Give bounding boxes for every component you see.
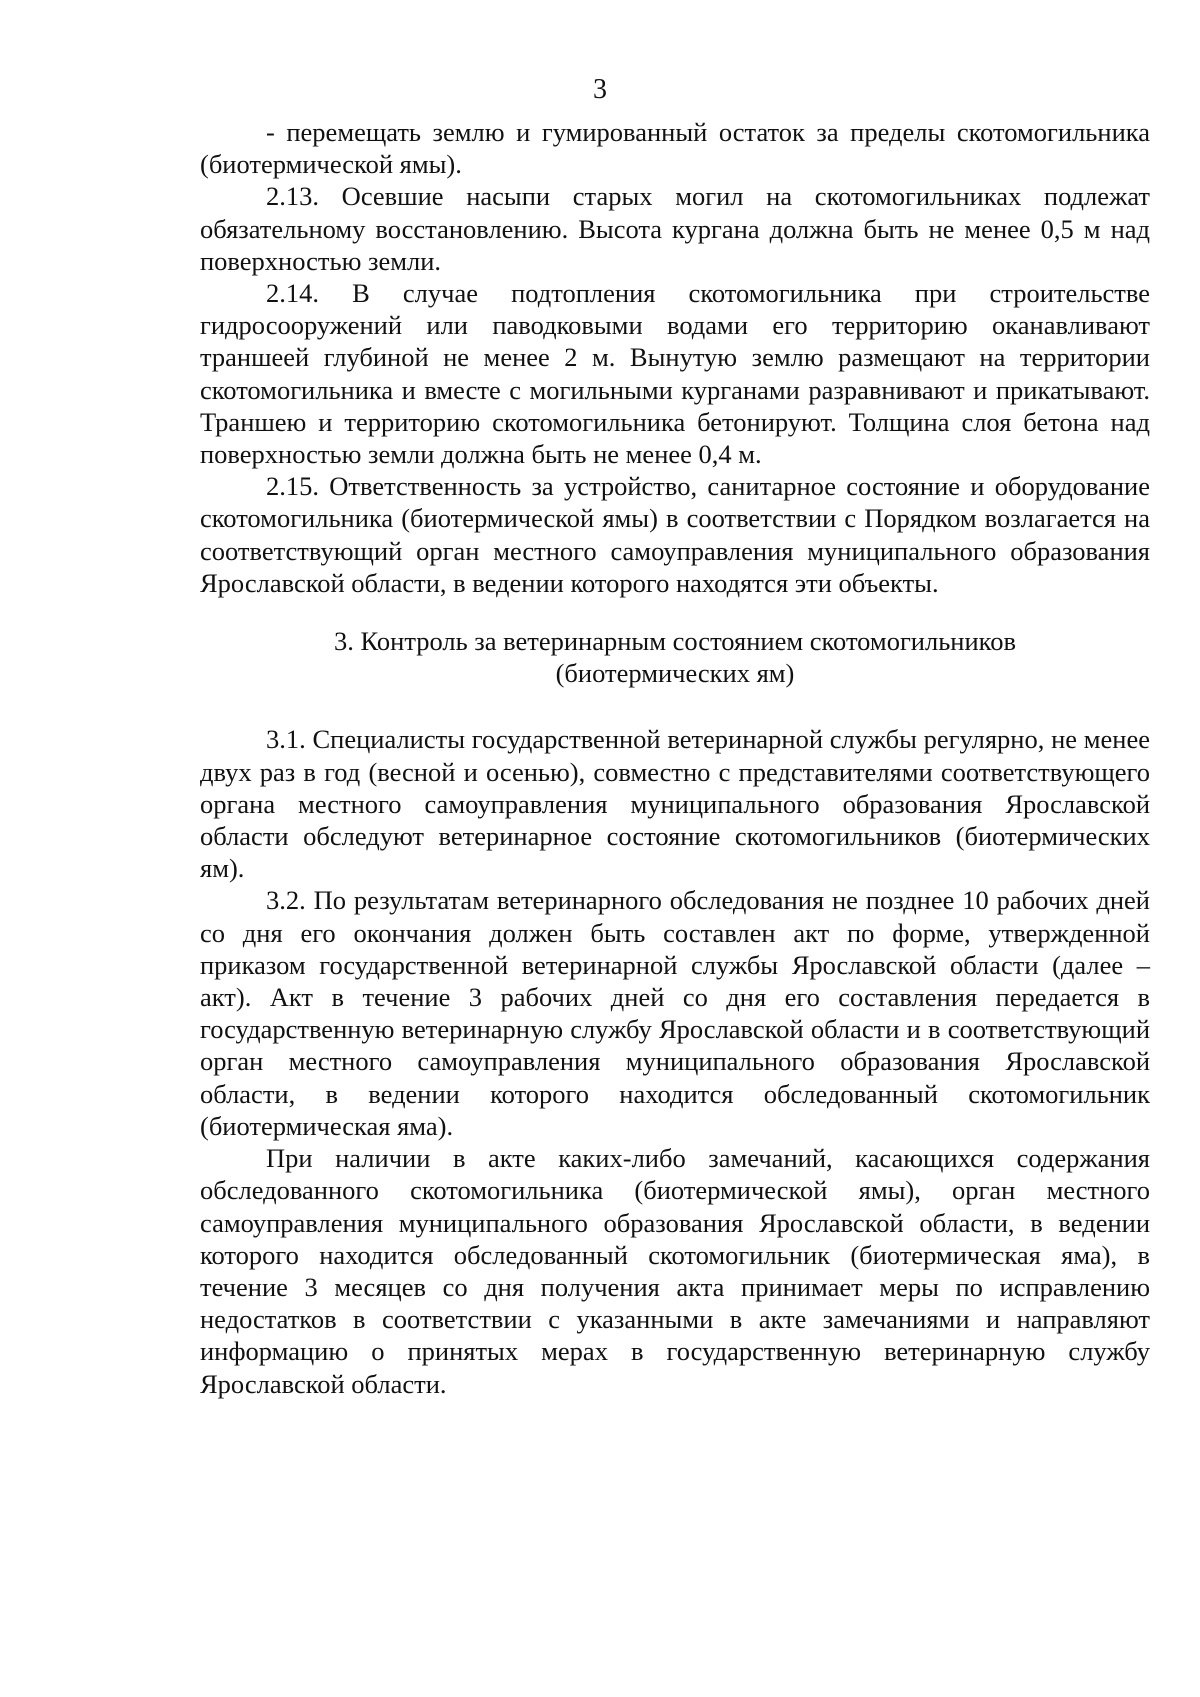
section-3-heading-line-2: (биотермических ям)	[555, 658, 795, 689]
paragraph-item-remove-soil: - перемещать землю и гумированный остаток за пределы скотомогильника (биотермической ямы).	[200, 117, 1150, 180]
paragraph-3-1: 3.1. Специалисты государственной ветеринарной службы регулярно, не менее двух раз в год (весной и осенью), совместно с представителями соответствующего органа местного самоуправления муниципального образования Ярославской области обследуют ветеринарное состояние скотомогильников (биотермических ям).	[200, 724, 1150, 884]
section-3-heading-line-1: 3. Контроль за ветеринарным состоянием скотомогильников	[334, 626, 1016, 657]
paragraph-2-13: 2.13. Осевшие насыпи старых могил на скотомогильниках подлежат обязательному восстановлению. Высота кургана должна быть не менее 0,5 м над поверхностью земли.	[200, 181, 1150, 276]
section-3-heading	[200, 625, 1150, 689]
page-number: 3	[593, 74, 607, 105]
paragraph-3-2: 3.2. По результатам ветеринарного обследования не позднее 10 рабочих дней со дня его окончания должен быть составлен акт по форме, утвержденной приказом государственной ветеринарной службы Ярославской области (далее – акт). Акт в течение 3 рабочих дней со дня его составления передается в государственную ветеринарную службу Ярославской области и в соответствующий орган местного самоуправления муниципального образования Ярославской области, в ведении которого находится обследованный скотомогильник (биотермическая яма).	[200, 885, 1150, 1141]
paragraph-2-14: 2.14. В случае подтопления скотомогильника при строительстве гидросооружений или паводковыми водами его территорию оканавливают траншеей глубиной не менее 2 м. Вынутую землю размещают на территории скотомогильника и вместе с могильными курганами разравнивают и прикатывают. Траншею и территорию скотомогильника бетонируют. Толщина слоя бетона над поверхностью земли должна быть не менее 0,4 м.	[200, 278, 1150, 470]
paragraph-2-15: 2.15. Ответственность за устройство, санитарное состояние и оборудование скотомогильника (биотермической ямы) в соответствии с Порядком возлагается на соответствующий орган местного самоуправления муниципального образования Ярославской области, в ведении которого находятся эти объекты.	[200, 471, 1150, 598]
document-body	[200, 116, 1150, 1400]
paragraph-remarks: При наличии в акте каких-либо замечаний, касающихся содержания обследованного скотомогильника (биотермической ямы), орган местного самоуправления муниципального образования Ярославской области, в ведении которого находится обследованный скотомогильник (биотермическая яма), в течение 3 месяцев со дня получения акта принимает меры по исправлению недостатков в соответствии с указанными в акте замечаниями и направляют информацию о принятых мерах в государственную ветеринарную службу Ярославской области.	[200, 1143, 1150, 1399]
